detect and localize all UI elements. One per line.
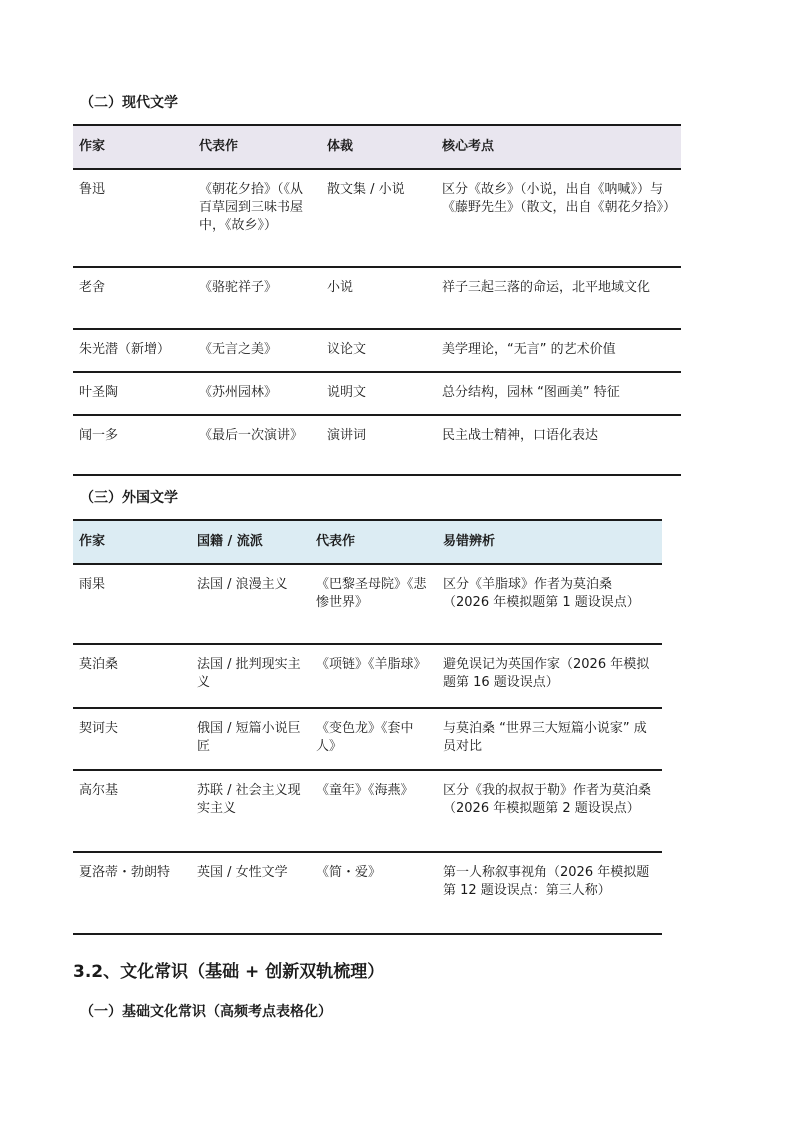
cell-key-points: 区分《故乡》（小说，出自《呐喊》）与《藤野先生》（散文，出自《朝花夕拾》）	[442, 182, 677, 215]
table-row	[73, 564, 662, 644]
table-header-row	[73, 125, 681, 169]
cell-common-mistakes: 避免误记为英国作家（2026 年模拟题第 16 题设误点）	[443, 657, 650, 690]
table-row	[73, 372, 681, 415]
cell-nationality-school: 英国 / 女性文学	[197, 865, 288, 880]
foreign-literature-table	[73, 519, 662, 935]
cell-author: 鲁迅	[79, 182, 106, 197]
section-heading-foreign-literature: （三）外国文学	[80, 490, 178, 506]
cell-key-points: 总分结构，园林 “图画美” 特征	[442, 385, 620, 400]
cell-work: 《项链》《羊脂球》	[316, 657, 427, 672]
cell-work: 《无言之美》	[199, 342, 278, 357]
cell-genre: 演讲词	[327, 428, 367, 443]
section-heading-cultural-knowledge: 3.2、文化常识（基础 + 创新双轨梳理）	[73, 962, 385, 982]
cell-work: 《最后一次演讲》	[199, 428, 304, 443]
cell-author: 老舍	[79, 280, 106, 295]
column-header-author: 作家	[79, 139, 106, 154]
column-header-author: 作家	[79, 534, 106, 549]
cell-work: 《苏州园林》	[199, 385, 278, 400]
cell-genre: 说明文	[327, 385, 367, 400]
cell-common-mistakes: 区分《我的叔叔于勒》作者为莫泊桑（2026 年模拟题第 2 题设误点）	[443, 783, 652, 816]
cell-key-points: 祥子三起三落的命运，北平地域文化	[442, 280, 651, 295]
cell-author: 夏洛蒂・勃朗特	[79, 865, 171, 880]
cell-key-points: 民主战士精神，口语化表达	[442, 428, 599, 443]
table-row	[73, 267, 681, 329]
column-header-genre: 体裁	[327, 139, 354, 154]
cell-common-mistakes: 与莫泊桑 “世界三大短篇小说家” 成员对比	[443, 721, 647, 754]
cell-work: 《简・爱》	[316, 865, 382, 880]
cell-genre: 小说	[327, 280, 354, 295]
cell-author: 高尔基	[79, 783, 119, 798]
cell-author: 闻一多	[79, 428, 119, 443]
cell-author: 雨果	[79, 577, 106, 592]
cell-work: 《朝花夕拾》（《从百草园到三味书屋中，《故乡》）	[199, 182, 304, 233]
cell-common-mistakes: 第一人称叙事视角（2026 年模拟题第 12 题设误点：第三人称）	[443, 865, 650, 898]
cell-author: 叶圣陶	[79, 385, 119, 400]
cell-work: 《骆驼祥子》	[199, 280, 278, 295]
subsection-heading-basic-cultural-knowledge: （一）基础文化常识（高频考点表格化）	[80, 1004, 332, 1020]
cell-work: 《童年》《海燕》	[316, 783, 414, 798]
cell-genre: 散文集 / 小说	[327, 182, 405, 197]
table-row	[73, 329, 681, 372]
section-heading-modern-literature: （二）现代文学	[80, 95, 178, 111]
cell-work: 《变色龙》《套中人》	[316, 721, 414, 754]
cell-key-points: 美学理论，“无言” 的艺术价值	[442, 342, 616, 357]
cell-work: 《巴黎圣母院》《悲惨世界》	[316, 577, 427, 610]
table-header-row	[73, 520, 662, 564]
cell-author: 朱光潜（新增）	[79, 342, 171, 357]
column-header-common-mistakes: 易错辨析	[443, 534, 496, 549]
cell-nationality-school: 苏联 / 社会主义现实主义	[197, 783, 301, 816]
table-row	[73, 644, 662, 708]
cell-nationality-school: 法国 / 浪漫主义	[197, 577, 288, 592]
cell-author: 契诃夫	[79, 721, 119, 736]
table-row	[73, 770, 662, 852]
cell-common-mistakes: 区分《羊脂球》作者为莫泊桑（2026 年模拟题第 1 题设误点）	[443, 577, 640, 610]
table-row	[73, 169, 681, 267]
table-row	[73, 708, 662, 770]
column-header-key-points: 核心考点	[442, 139, 495, 154]
cell-genre: 议论文	[327, 342, 367, 357]
table-row	[73, 852, 662, 934]
modern-literature-table	[73, 124, 681, 476]
column-header-work: 代表作	[199, 139, 239, 154]
cell-nationality-school: 法国 / 批判现实主义	[197, 657, 301, 690]
column-header-work: 代表作	[316, 534, 356, 549]
column-header-nationality-school: 国籍 / 流派	[197, 534, 263, 549]
table-row	[73, 415, 681, 475]
cell-nationality-school: 俄国 / 短篇小说巨匠	[197, 721, 301, 754]
cell-author: 莫泊桑	[79, 657, 119, 672]
